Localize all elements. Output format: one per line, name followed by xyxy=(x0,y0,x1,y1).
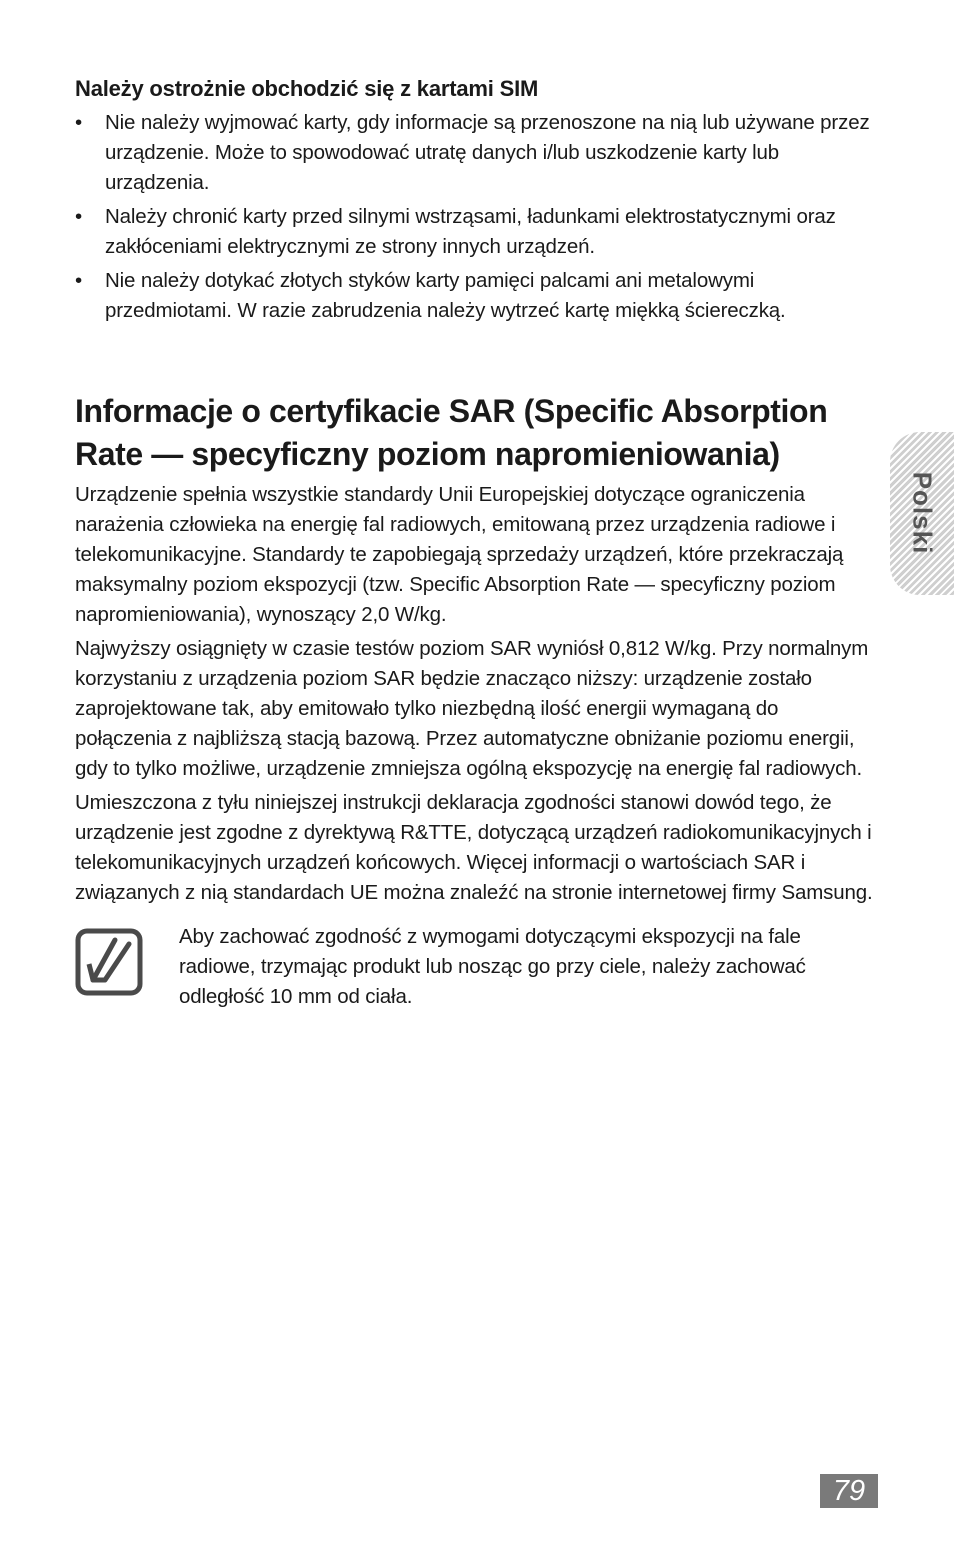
sar-paragraph: Umieszczona z tyłu niniejszej instrukcji deklaracja zgodności stanowi dowód tego, że urządzenie jest zgodne z dyrektywą R&TTE, dotyczącą urządzeń radiokomunikacyjnych i telekomunikacyjnych urządzeń końcowych. Więcej informacji o wartościach SAR i związanych z nią standardach UE można znaleźć na stronie internetowej firmy Samsung. xyxy=(75,791,873,904)
language-tab-label: Polski xyxy=(907,471,938,555)
list-item xyxy=(75,266,880,326)
bullet-icon: • xyxy=(75,111,83,134)
sar-section-title: Informacje o certyfikacie SAR (Specific Absorption Rate — specyficzny poziom napromieniowania) xyxy=(75,393,828,472)
list-item-text: Należy chronić karty przed silnymi wstrząsami, ładunkami elektrostatycznymi oraz zakłóceniami elektrycznymi ze strony innych urządzeń. xyxy=(105,205,836,258)
note-box xyxy=(75,922,880,1012)
sar-paragraph: Najwyższy osiągnięty w czasie testów poziom SAR wyniósł 0,812 W/kg. Przy normalnym korzystaniu z urządzenia poziom SAR będzie znacząco niższy: urządzenie zostało zaprojektowane tak, aby emitowało tylko niezbędną ilość energii wymaganą do połączenia z najbliższą stacją bazową. Przez automatyczne obniżanie poziomu energii, gdy to tylko możliwe, urządzenie zmniejsza ogólną ekspozycję na energię fal radiowych. xyxy=(75,637,869,780)
sar-paragraph: Urządzenie spełnia wszystkie standardy Unii Europejskiej dotyczące ograniczenia narażenia człowieka na energię fal radiowych, emitowaną przez urządzenia radiowe i telekomunikacyjne. Standardy te zapobiegają sprzedaży urządzeń, które przekraczają maksymalny poziom ekspozycji (tzw. Specific Absorption Rate — specyficzny poziom napromieniowania), wynoszący 2,0 W/kg. xyxy=(75,483,844,626)
list-item xyxy=(75,108,880,198)
list-item-text: Nie należy dotykać złotych styków karty pamięci palcami ani metalowymi przedmiotami. W razie zabrudzenia należy wytrzeć kartę miękką ściereczką. xyxy=(105,269,786,322)
note-text: Aby zachować zgodność z wymogami dotyczącymi ekspozycji na fale radiowe, trzymając produkt lub nosząc go przy ciele, należy zachować odległość 10 mm od ciała. xyxy=(179,925,806,1008)
bullet-icon: • xyxy=(75,205,83,228)
list-item xyxy=(75,202,880,262)
sim-section-heading: Należy ostrożnie obchodzić się z kartami SIM xyxy=(75,76,539,101)
page-number: 79 xyxy=(820,1474,878,1508)
sim-bullet-list xyxy=(75,108,880,326)
bullet-icon: • xyxy=(75,269,83,292)
language-side-tab xyxy=(890,432,954,595)
list-item-text: Nie należy wyjmować karty, gdy informacje są przenoszone na nią lub używane przez urządzenie. Może to spowodować utratę danych i/lub uszkodzenie karty lub urządzenia. xyxy=(105,111,870,194)
note-pencil-icon xyxy=(75,928,143,996)
page-content xyxy=(75,70,880,1012)
